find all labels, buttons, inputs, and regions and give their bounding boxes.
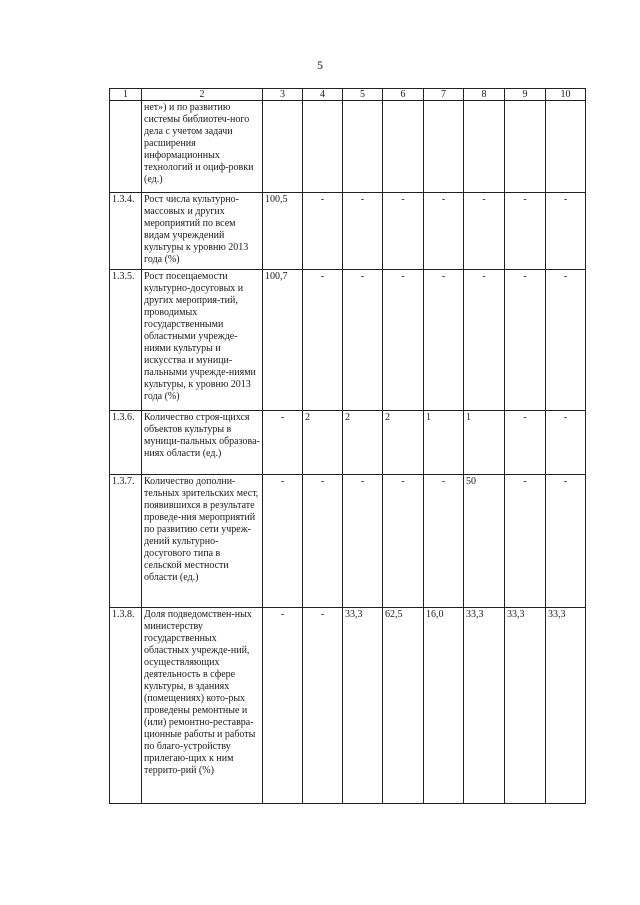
header-cell: 2 (142, 89, 263, 101)
header-cell: 8 (464, 89, 505, 101)
value-cell: - (383, 193, 424, 270)
row-description: Доля подведомствен-ных министерству государственных областных учрежде-ний, осуществляющих деятельность в сфере культуры, в зданиях (помещениях) кото-рых проведены ремонтные и (или) ремонтно-реставра-ционные работы и работы по благо-устройству прилегаю-щих к ним террито-рий (%) (142, 608, 263, 804)
value-cell: - (303, 193, 343, 270)
row-description: нет») и по развитию системы библиотеч-ного дела с учетом задачи расширения информационных технологий и оциф-ровки (ед.) (142, 101, 263, 193)
value-cell: 50 (464, 475, 505, 608)
value-cell: - (424, 193, 464, 270)
page-number: 5 (317, 58, 323, 72)
value-cell: - (546, 411, 586, 475)
header-cell: 5 (343, 89, 383, 101)
value-cell: - (464, 270, 505, 411)
value-cell: - (505, 411, 546, 475)
row-description: Рост посещаемости культурно-досуговых и других мероприя-тий, проводимых государственными областными учрежде-ниями культуры и искусства и муници-пальными учрежде-ниями культуры, к уровню 2013 года (%) (142, 270, 263, 411)
value-cell (424, 101, 464, 193)
value-cell: 100,5 (263, 193, 303, 270)
value-cell: 33,3 (343, 608, 383, 804)
value-cell (303, 101, 343, 193)
value-cell: - (263, 411, 303, 475)
row-number: 1.3.5. (110, 270, 142, 411)
value-cell: - (505, 270, 546, 411)
table-row (110, 270, 586, 411)
value-cell: - (424, 270, 464, 411)
row-description: Количество строя-щихся объектов культуры в муници-пальных образова-ниях области (ед.) (142, 411, 263, 475)
header-cell: 10 (546, 89, 586, 101)
value-cell: 33,3 (464, 608, 505, 804)
table-row (110, 193, 586, 270)
value-cell (546, 101, 586, 193)
value-cell: - (546, 193, 586, 270)
header-cell: 4 (303, 89, 343, 101)
header-row (110, 89, 586, 101)
header-cell: 7 (424, 89, 464, 101)
row-number (110, 101, 142, 193)
value-cell: 62,5 (383, 608, 424, 804)
value-cell (263, 101, 303, 193)
value-cell: - (343, 475, 383, 608)
value-cell: 2 (303, 411, 343, 475)
table-row (110, 101, 586, 193)
value-cell: - (464, 193, 505, 270)
value-cell: - (263, 608, 303, 804)
value-cell (383, 101, 424, 193)
row-number: 1.3.8. (110, 608, 142, 804)
value-cell: - (424, 475, 464, 608)
value-cell: 33,3 (546, 608, 586, 804)
row-description: Рост числа культурно-массовых и других мероприятий по всем видам учреждений культуры к уровню 2013 года (%) (142, 193, 263, 270)
value-cell: - (505, 475, 546, 608)
value-cell: - (546, 475, 586, 608)
table-row (110, 475, 586, 608)
value-cell: - (263, 475, 303, 608)
value-cell: 16,0 (424, 608, 464, 804)
value-cell: 2 (383, 411, 424, 475)
table-row (110, 608, 586, 804)
value-cell (343, 101, 383, 193)
header-cell: 9 (505, 89, 546, 101)
row-number: 1.3.4. (110, 193, 142, 270)
value-cell: - (303, 475, 343, 608)
value-cell: - (546, 270, 586, 411)
header-cell: 6 (383, 89, 424, 101)
value-cell: 1 (424, 411, 464, 475)
row-number: 1.3.7. (110, 475, 142, 608)
table-row (110, 411, 586, 475)
value-cell: - (383, 475, 424, 608)
value-cell: 100,7 (263, 270, 303, 411)
value-cell (505, 101, 546, 193)
value-cell: 2 (343, 411, 383, 475)
row-description: Количество дополни-тельных зрительских мест, появившихся в результате проведе-ния мероприятий по развитию сети учреж-дений культурно-досугового типа в сельской местности области (ед.) (142, 475, 263, 608)
header-cell: 1 (110, 89, 142, 101)
value-cell: - (343, 193, 383, 270)
value-cell: - (343, 270, 383, 411)
value-cell: - (303, 608, 343, 804)
row-number: 1.3.6. (110, 411, 142, 475)
value-cell: 33,3 (505, 608, 546, 804)
indicator-table (109, 88, 586, 804)
value-cell: 1 (464, 411, 505, 475)
header-cell: 3 (263, 89, 303, 101)
value-cell: - (383, 270, 424, 411)
value-cell: - (303, 270, 343, 411)
value-cell: - (505, 193, 546, 270)
value-cell (464, 101, 505, 193)
